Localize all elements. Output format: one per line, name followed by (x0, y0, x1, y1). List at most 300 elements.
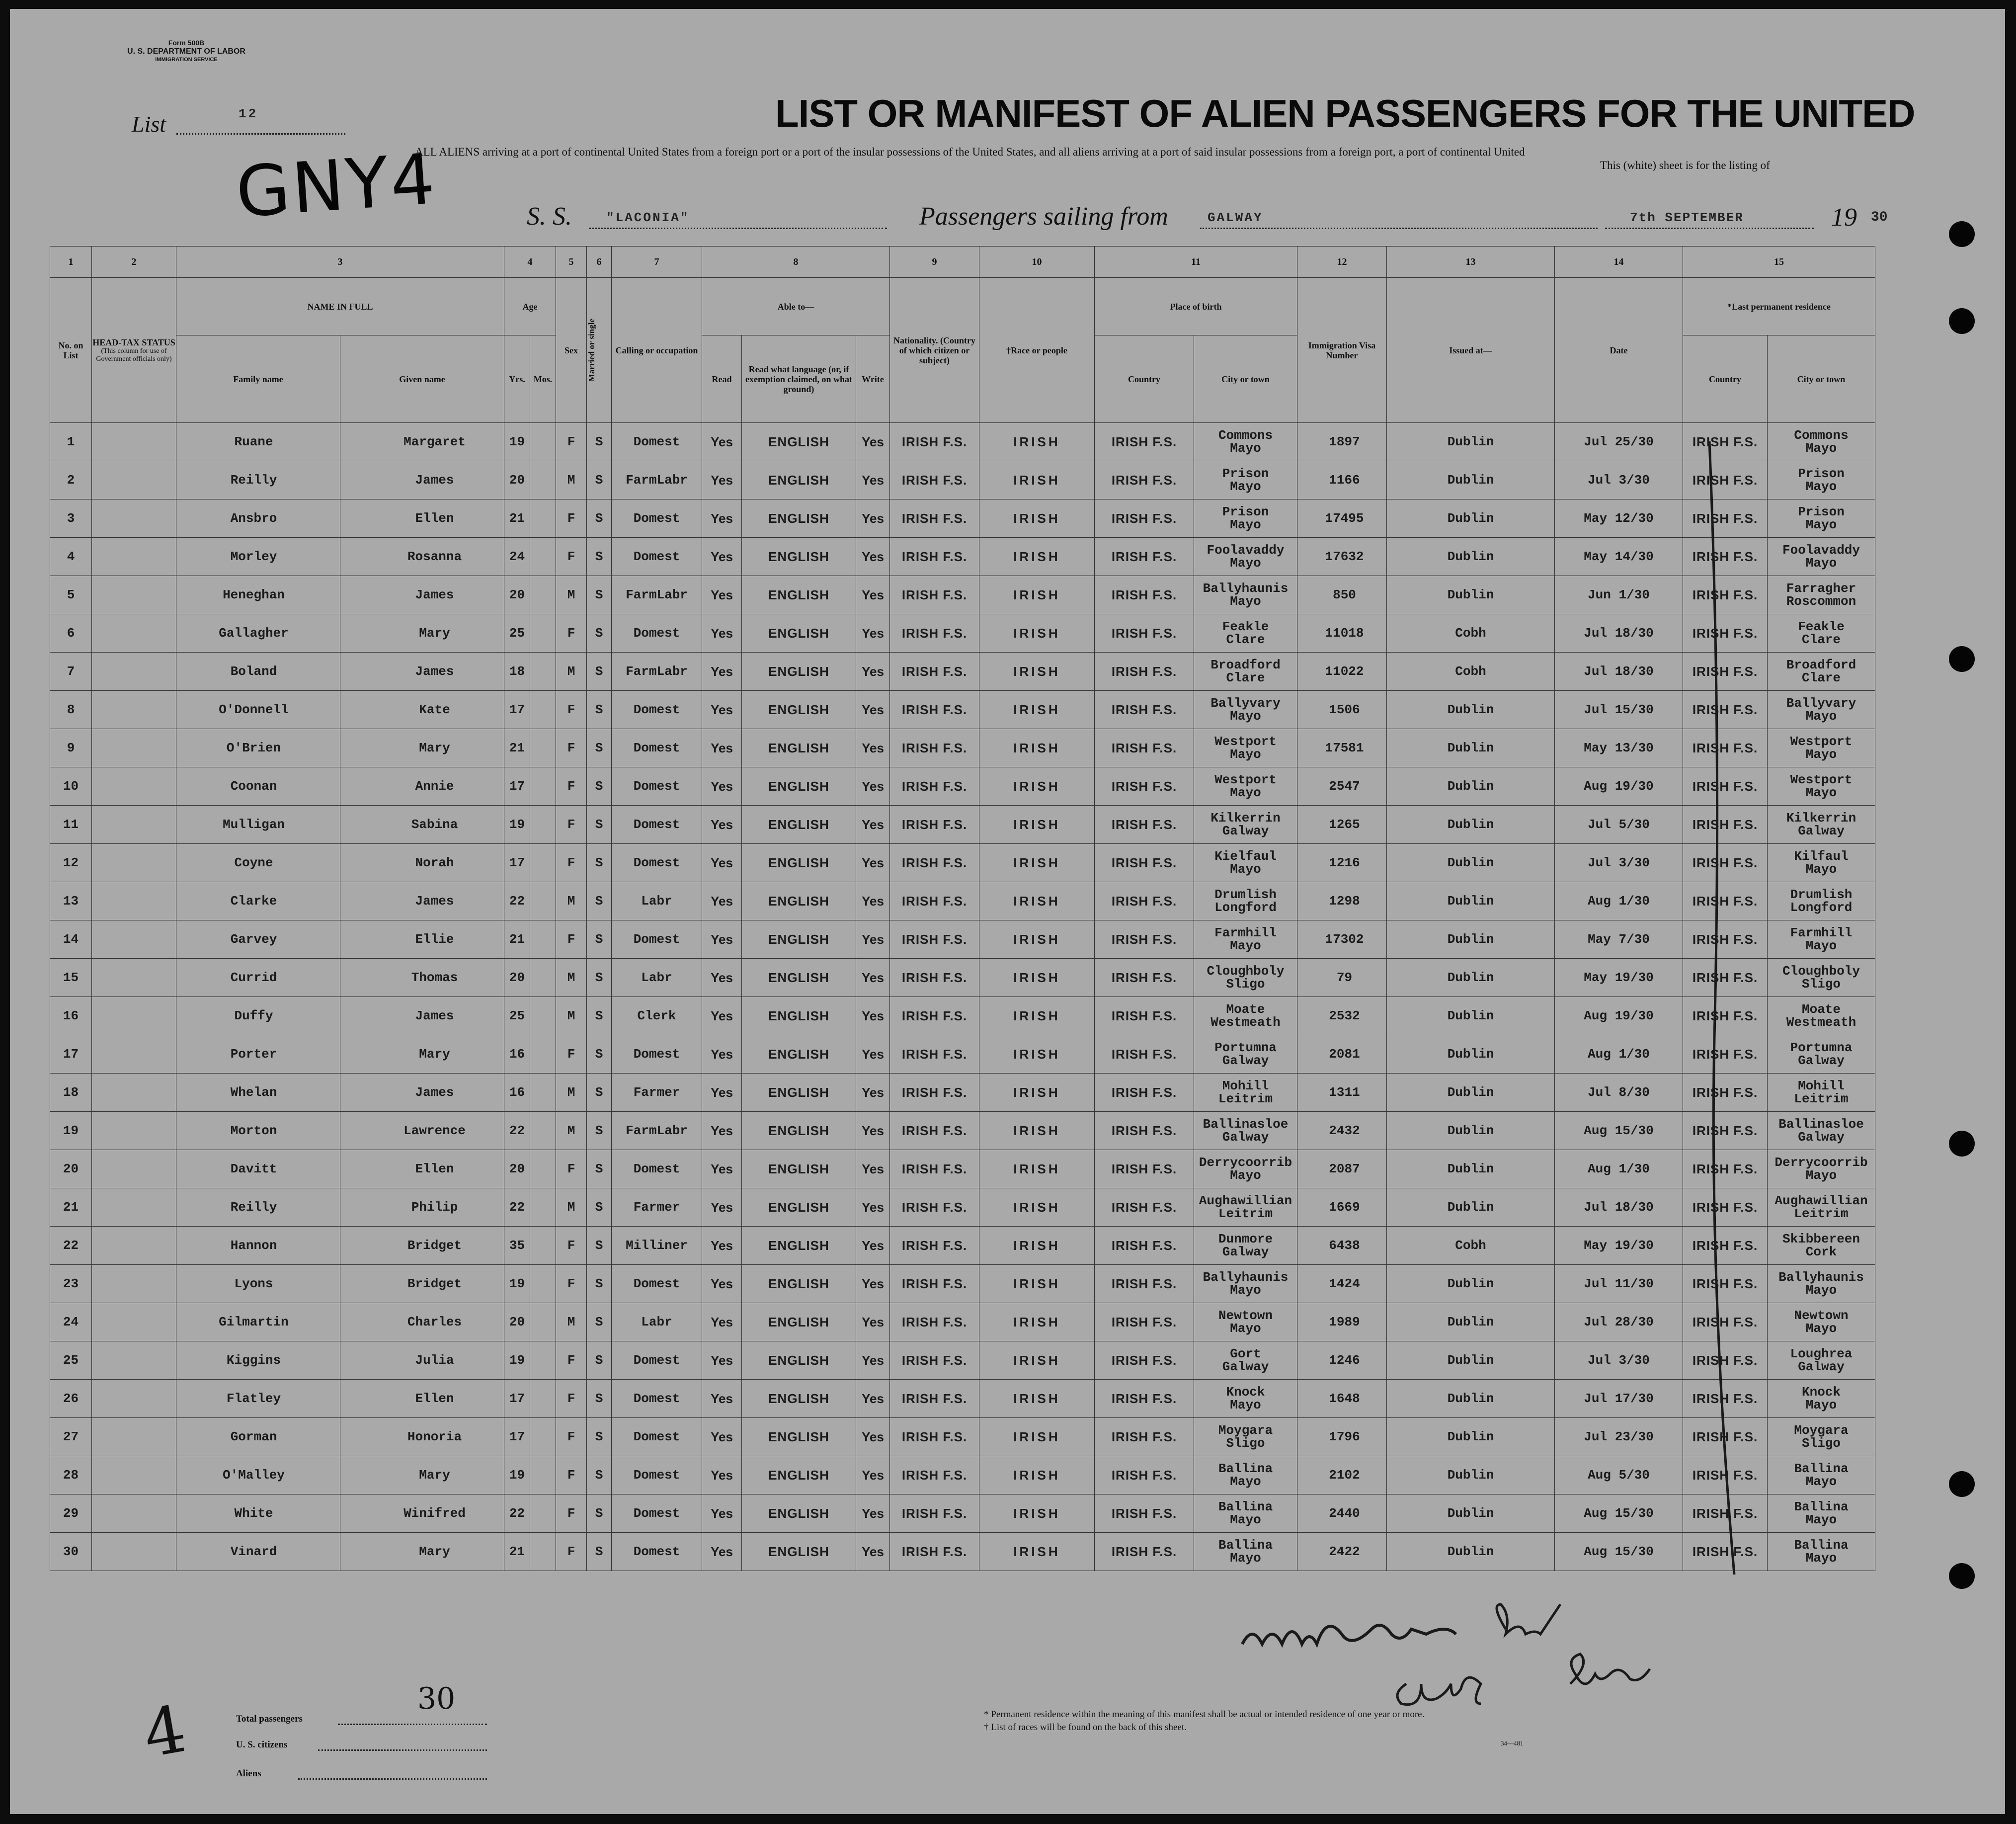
department-name: U. S. DEPARTMENT OF LABOR (127, 47, 245, 56)
birth-city-county: Galway (1222, 1359, 1269, 1374)
page-subtitle: ALL ALIENS arriving at a port of continental United States from a foreign port or a port of the insular possessions of the United States, and all aliens arriving at a port of said insular possessions from a foreign port, a port of continental United (415, 146, 1525, 158)
race: IRISH (979, 499, 1095, 538)
sex: F (556, 1456, 587, 1494)
residence-city-town: Westport (1790, 734, 1853, 749)
birth-country: IRISH F.S. (1095, 653, 1194, 691)
issued-at: Dublin (1387, 1418, 1555, 1456)
race: IRISH (979, 1074, 1095, 1112)
no-on-list-header: No. on List (50, 278, 92, 423)
family-name-header: Family name (176, 335, 340, 423)
visa-date: Jul 3/30 (1555, 1341, 1683, 1380)
visa-date: Jul 3/30 (1555, 461, 1683, 499)
can-read: Yes (702, 1494, 742, 1533)
residence-city (1768, 1303, 1875, 1341)
can-write: Yes (856, 1533, 890, 1571)
table-row (50, 653, 1875, 691)
visa-number: 2081 (1297, 1035, 1387, 1074)
residence-city-county: Sligo (1801, 1436, 1841, 1451)
marital-status: S (587, 1074, 612, 1112)
age-months (530, 1380, 556, 1418)
row-number: 10 (50, 767, 92, 806)
table-row (50, 1303, 1875, 1341)
nationality: IRISH F.S. (890, 1494, 979, 1533)
issued-at: Dublin (1387, 691, 1555, 729)
residence-city (1768, 461, 1875, 499)
family-name: Vinard (176, 1533, 340, 1571)
residence-city (1768, 1188, 1875, 1227)
occupation: Farmer (612, 1188, 702, 1227)
table-row (50, 767, 1875, 806)
age-years: 18 (504, 653, 530, 691)
visa-date: Aug 5/30 (1555, 1456, 1683, 1494)
race: IRISH (979, 1380, 1095, 1418)
residence-country: IRISH F.S. (1683, 653, 1768, 691)
us-citizens-line (318, 1749, 487, 1751)
table-row (50, 1265, 1875, 1303)
residence-city-county: Mayo (1805, 1398, 1837, 1412)
issued-at: Dublin (1387, 1074, 1555, 1112)
col-number: 2 (92, 247, 176, 278)
residence-city-header: City or town (1768, 335, 1875, 423)
read-language: ENGLISH (742, 882, 856, 920)
marital-status: S (587, 882, 612, 920)
visa-date: Aug 1/30 (1555, 1035, 1683, 1074)
can-write: Yes (856, 806, 890, 844)
can-read: Yes (702, 1533, 742, 1571)
given-name: Mary (340, 729, 504, 767)
read-language: ENGLISH (742, 806, 856, 844)
marital-status: S (587, 1494, 612, 1533)
residence-city-county: Mayo (1805, 1512, 1837, 1527)
sex: M (556, 1112, 587, 1150)
read-language: ENGLISH (742, 423, 856, 461)
read-language: ENGLISH (742, 959, 856, 997)
race: IRISH (979, 920, 1095, 959)
nationality: IRISH F.S. (890, 767, 979, 806)
occupation: Milliner (612, 1227, 702, 1265)
married-header (587, 278, 612, 423)
occupation: Domest (612, 499, 702, 538)
age-months (530, 1341, 556, 1380)
age-years: 20 (504, 461, 530, 499)
residence-city-county: Westmeath (1786, 1015, 1856, 1030)
sex: F (556, 920, 587, 959)
residence-country: IRISH F.S. (1683, 1074, 1768, 1112)
issued-at: Dublin (1387, 997, 1555, 1035)
race: IRISH (979, 959, 1095, 997)
residence-country: IRISH F.S. (1683, 461, 1768, 499)
residence-city-town: Knock (1801, 1385, 1841, 1400)
age-years: 21 (504, 499, 530, 538)
birth-city-county: Galway (1222, 1244, 1269, 1259)
residence-city (1768, 1074, 1875, 1112)
head-tax-cell (92, 1494, 176, 1533)
can-write: Yes (856, 538, 890, 576)
head-tax-cell (92, 1035, 176, 1074)
read-language: ENGLISH (742, 1265, 856, 1303)
birth-city-town: Westport (1214, 734, 1277, 749)
age-months (530, 959, 556, 997)
residence-city (1768, 844, 1875, 882)
residence-city (1768, 1533, 1875, 1571)
visa-number: 1298 (1297, 882, 1387, 920)
residence-city-county: Clare (1801, 632, 1841, 647)
can-read: Yes (702, 1265, 742, 1303)
nationality: IRISH F.S. (890, 461, 979, 499)
birth-city-county: Galway (1222, 1053, 1269, 1068)
race: IRISH (979, 423, 1095, 461)
issued-at: Dublin (1387, 1494, 1555, 1533)
header-row-1 (50, 278, 1875, 335)
col-number: 9 (890, 247, 979, 278)
can-write: Yes (856, 1303, 890, 1341)
issued-at: Dublin (1387, 499, 1555, 538)
sex: M (556, 653, 587, 691)
occupation: Clerk (612, 997, 702, 1035)
birth-city-county: Mayo (1230, 1321, 1261, 1336)
read-language: ENGLISH (742, 1456, 856, 1494)
can-read: Yes (702, 423, 742, 461)
sex: F (556, 1265, 587, 1303)
birth-country: IRISH F.S. (1095, 920, 1194, 959)
read-language: ENGLISH (742, 614, 856, 653)
marital-status: S (587, 1456, 612, 1494)
can-read: Yes (702, 1188, 742, 1227)
col-number: 12 (1297, 247, 1387, 278)
visa-date: Aug 1/30 (1555, 882, 1683, 920)
issued-at: Dublin (1387, 1380, 1555, 1418)
marital-status: S (587, 499, 612, 538)
birth-city-county: Longford (1214, 900, 1277, 915)
visa-date: Aug 15/30 (1555, 1494, 1683, 1533)
visa-number: 11018 (1297, 614, 1387, 653)
can-write: Yes (856, 844, 890, 882)
occupation: Domest (612, 920, 702, 959)
residence-city (1768, 1494, 1875, 1533)
residence-city-town: Ballina (1794, 1538, 1849, 1553)
row-number: 8 (50, 691, 92, 729)
issued-at: Dublin (1387, 1303, 1555, 1341)
nationality: IRISH F.S. (890, 1188, 979, 1227)
birth-country: IRISH F.S. (1095, 1074, 1194, 1112)
can-write: Yes (856, 1150, 890, 1188)
sex: F (556, 1380, 587, 1418)
issued-at: Dublin (1387, 920, 1555, 959)
col-number: 15 (1683, 247, 1875, 278)
port-underline (1200, 228, 1598, 229)
marital-status: S (587, 1227, 612, 1265)
age-months (530, 1494, 556, 1533)
residence-country: IRISH F.S. (1683, 767, 1768, 806)
residence-city (1768, 767, 1875, 806)
row-number: 27 (50, 1418, 92, 1456)
row-number: 14 (50, 920, 92, 959)
binder-hole (1949, 1563, 1975, 1589)
age-years: 25 (504, 614, 530, 653)
row-number: 5 (50, 576, 92, 614)
residence-city-county: Mayo (1805, 862, 1837, 877)
age-years: 17 (504, 767, 530, 806)
can-write: Yes (856, 1074, 890, 1112)
table-row (50, 1341, 1875, 1380)
age-months (530, 767, 556, 806)
can-read: Yes (702, 844, 742, 882)
age-months (530, 614, 556, 653)
departure-date: 7th SEPTEMBER (1630, 210, 1744, 225)
binder-hole (1949, 646, 1975, 672)
form-code: 34—481 (1501, 1740, 1524, 1747)
residence-city (1768, 653, 1875, 691)
family-name: Ruane (176, 423, 340, 461)
departure-port: GALWAY (1208, 210, 1263, 225)
age-months (530, 806, 556, 844)
visa-date: Jul 5/30 (1555, 806, 1683, 844)
birth-country: IRISH F.S. (1095, 1227, 1194, 1265)
birth-city (1194, 538, 1297, 576)
table-row (50, 959, 1875, 997)
birth-country: IRISH F.S. (1095, 1418, 1194, 1456)
occupation: Domest (612, 1341, 702, 1380)
residence-city-county: Mayo (1805, 1551, 1837, 1566)
row-number: 30 (50, 1533, 92, 1571)
head-tax-cell (92, 1341, 176, 1380)
birth-city-county: Mayo (1230, 709, 1261, 724)
birth-country: IRISH F.S. (1095, 997, 1194, 1035)
residence-country: IRISH F.S. (1683, 691, 1768, 729)
birth-city-town: Ballyvary (1210, 696, 1281, 711)
family-name: Currid (176, 959, 340, 997)
visa-number: 1311 (1297, 1074, 1387, 1112)
residence-country: IRISH F.S. (1683, 806, 1768, 844)
nationality: IRISH F.S. (890, 882, 979, 920)
issued-at: Dublin (1387, 1533, 1555, 1571)
residence-city-town: Moate (1801, 1002, 1841, 1017)
table-row (50, 1380, 1875, 1418)
age-years: 17 (504, 844, 530, 882)
birth-city-header: City or town (1194, 335, 1297, 423)
passengers-label: Passengers sailing from (919, 202, 1168, 231)
table-row (50, 576, 1875, 614)
residence-city-county: Sligo (1801, 977, 1841, 992)
table-row (50, 997, 1875, 1035)
can-write: Yes (856, 1341, 890, 1380)
visa-number: 1648 (1297, 1380, 1387, 1418)
nationality: IRISH F.S. (890, 729, 979, 767)
sex: F (556, 499, 587, 538)
can-read: Yes (702, 1035, 742, 1074)
age-months (530, 882, 556, 920)
visa-date: May 7/30 (1555, 920, 1683, 959)
birth-city (1194, 691, 1297, 729)
family-name: O'Donnell (176, 691, 340, 729)
residence-country: IRISH F.S. (1683, 1150, 1768, 1188)
visa-date: May 14/30 (1555, 538, 1683, 576)
age-months (530, 653, 556, 691)
marital-status: S (587, 920, 612, 959)
nationality: IRISH F.S. (890, 1303, 979, 1341)
birth-country: IRISH F.S. (1095, 1456, 1194, 1494)
birth-country: IRISH F.S. (1095, 767, 1194, 806)
residence-city-town: Ballina (1794, 1499, 1849, 1514)
given-name: James (340, 576, 504, 614)
residence-city-town: Foolavaddy (1782, 543, 1860, 558)
nationality: IRISH F.S. (890, 1035, 979, 1074)
residence-city-county: Mayo (1805, 479, 1837, 494)
can-write: Yes (856, 729, 890, 767)
residence-country: IRISH F.S. (1683, 1456, 1768, 1494)
visa-date: Jul 18/30 (1555, 653, 1683, 691)
birth-city-town: Newtown (1218, 1308, 1273, 1323)
birth-country: IRISH F.S. (1095, 1303, 1194, 1341)
can-read: Yes (702, 729, 742, 767)
given-name: Mary (340, 1035, 504, 1074)
family-name: Flatley (176, 1380, 340, 1418)
birth-city-town: Gort (1230, 1346, 1261, 1361)
family-name: Garvey (176, 920, 340, 959)
ship-name: "LACONIA" (606, 210, 690, 225)
mos-header: Mos. (530, 335, 556, 423)
birth-city (1194, 806, 1297, 844)
family-name: Ansbro (176, 499, 340, 538)
race: IRISH (979, 806, 1095, 844)
race-header: †Race or people (979, 278, 1095, 423)
can-read: Yes (702, 1380, 742, 1418)
list-label: List (132, 111, 166, 137)
col-number: 11 (1095, 247, 1297, 278)
residence-country: IRISH F.S. (1683, 1494, 1768, 1533)
total-passengers-label: Total passengers (236, 1714, 303, 1724)
visa-number: 2432 (1297, 1112, 1387, 1150)
family-name: Mulligan (176, 806, 340, 844)
residence-city-town: Broadford (1786, 658, 1856, 672)
table-row (50, 882, 1875, 920)
age-months (530, 1074, 556, 1112)
residence-city-town: Portumna (1790, 1040, 1853, 1055)
read-language: ENGLISH (742, 1533, 856, 1571)
residence-country: IRISH F.S. (1683, 1533, 1768, 1571)
residence-city-town: Aughawillian (1774, 1193, 1868, 1208)
residence-city (1768, 1341, 1875, 1380)
age-years: 17 (504, 691, 530, 729)
can-read: Yes (702, 1227, 742, 1265)
age-months (530, 729, 556, 767)
given-name: James (340, 882, 504, 920)
can-write: Yes (856, 576, 890, 614)
birth-city-town: Ballina (1218, 1538, 1273, 1553)
residence-city-county: Galway (1798, 1130, 1845, 1145)
can-read: Yes (702, 1456, 742, 1494)
age-months (530, 1035, 556, 1074)
residence-city-county: Galway (1798, 1053, 1845, 1068)
issued-at: Cobh (1387, 614, 1555, 653)
head-tax-cell (92, 423, 176, 461)
visa-number: 1265 (1297, 806, 1387, 844)
read-language: ENGLISH (742, 691, 856, 729)
sex: M (556, 997, 587, 1035)
age-months (530, 844, 556, 882)
row-number: 1 (50, 423, 92, 461)
birth-city-county: Mayo (1230, 1551, 1261, 1566)
row-number: 21 (50, 1188, 92, 1227)
residence-city-county: Mayo (1805, 441, 1837, 456)
age-years: 19 (504, 423, 530, 461)
given-name: Mary (340, 1533, 504, 1571)
residence-city-town: Drumlish (1790, 887, 1853, 902)
birth-city-county: Mayo (1230, 479, 1261, 494)
race: IRISH (979, 882, 1095, 920)
occupation: Farmer (612, 1074, 702, 1112)
visa-date: Jul 23/30 (1555, 1418, 1683, 1456)
table-row (50, 1533, 1875, 1571)
age-years: 16 (504, 1035, 530, 1074)
birth-city-county: Mayo (1230, 1283, 1261, 1298)
read-language: ENGLISH (742, 844, 856, 882)
marital-status: S (587, 1265, 612, 1303)
head-tax-cell (92, 882, 176, 920)
marital-status: S (587, 1341, 612, 1380)
read-language: ENGLISH (742, 576, 856, 614)
can-read: Yes (702, 997, 742, 1035)
birth-city (1194, 959, 1297, 997)
visa-date: May 13/30 (1555, 729, 1683, 767)
birth-city-county: Westmeath (1210, 1015, 1281, 1030)
family-name: Reilly (176, 461, 340, 499)
occupation: Domest (612, 1456, 702, 1494)
sex: F (556, 844, 587, 882)
table-row (50, 1150, 1875, 1188)
visa-date: Jul 18/30 (1555, 614, 1683, 653)
read-language: ENGLISH (742, 1188, 856, 1227)
birth-city (1194, 1380, 1297, 1418)
birth-city-town: Portumna (1214, 1040, 1277, 1055)
marital-status: S (587, 691, 612, 729)
marital-status: S (587, 423, 612, 461)
issued-at: Cobh (1387, 1227, 1555, 1265)
race: IRISH (979, 576, 1095, 614)
residence-city-county: Mayo (1805, 747, 1837, 762)
residence-city-town: Kilkerrin (1786, 811, 1856, 826)
residence-city-county: Mayo (1805, 1321, 1837, 1336)
birth-city-county: Sligo (1226, 1436, 1265, 1451)
issued-at: Dublin (1387, 1150, 1555, 1188)
issued-at-header: Issued at— (1387, 278, 1555, 423)
row-number: 3 (50, 499, 92, 538)
visa-number: 1216 (1297, 844, 1387, 882)
residence-city (1768, 538, 1875, 576)
race: IRISH (979, 461, 1095, 499)
residence-country-header: Country (1683, 335, 1768, 423)
given-name: Thomas (340, 959, 504, 997)
given-name: Philip (340, 1188, 504, 1227)
family-name: Boland (176, 653, 340, 691)
age-months (530, 691, 556, 729)
sex: M (556, 1074, 587, 1112)
table-row (50, 691, 1875, 729)
row-number: 2 (50, 461, 92, 499)
residence-city (1768, 997, 1875, 1035)
table-row (50, 538, 1875, 576)
occupation: FarmLabr (612, 1112, 702, 1150)
nationality-header: Nationality. (Country of which citizen or subject) (890, 278, 979, 423)
visa-date: Aug 15/30 (1555, 1112, 1683, 1150)
residence-city-county: Mayo (1805, 1168, 1837, 1183)
sex: F (556, 1533, 587, 1571)
can-write: Yes (856, 1380, 890, 1418)
visa-number: 1424 (1297, 1265, 1387, 1303)
row-number: 7 (50, 653, 92, 691)
can-read: Yes (702, 499, 742, 538)
sex: M (556, 461, 587, 499)
